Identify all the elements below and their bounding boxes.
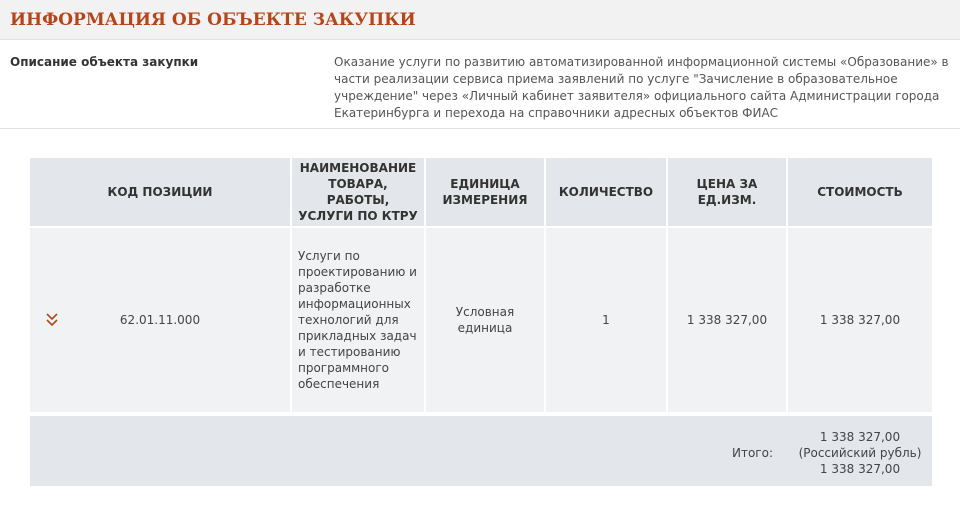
items-table [30, 158, 932, 412]
column-header-name: НАИМЕНОВАНИЕ ТОВАРА, РАБОТЫ, УСЛУГИ ПО КТРУ [292, 158, 426, 226]
cell-code [30, 226, 292, 412]
column-header-quantity: КОЛИЧЕСТВО [546, 158, 668, 226]
total-amount: 1 338 327,00 [819, 430, 901, 444]
chevrons-down-icon[interactable] [44, 311, 60, 329]
cell-cost: 1 338 327,00 [788, 226, 932, 412]
description-value: Оказание услуги по развитию автоматизированной информационной системы «Образование» в части реализации сервиса приема заявлений по услуге "Зачисление в образовательное учреждение" через «Личный кабинет заявителя» официального сайта Администрации города Екатеринбурга и перехода на справочники адресных объектов ФИАС [334, 55, 949, 120]
cell-price: 1 338 327,00 [668, 226, 788, 412]
cell-quantity: 1 [546, 226, 668, 412]
cell-unit: Условная единица [426, 226, 546, 412]
total-values [790, 429, 930, 477]
cell-name: Услуги по проектированию и разработке информационных технологий для прикладных задач и тестированию программного обеспечения [292, 226, 426, 412]
total-currency: (Российский рубль) [798, 446, 922, 460]
description-row [0, 41, 960, 129]
column-header-cost: СТОИМОСТЬ [788, 158, 932, 226]
total-row [30, 416, 932, 486]
column-header-code: КОД ПОЗИЦИИ [30, 158, 292, 226]
column-header-price: ЦЕНА ЗА ЕД.ИЗМ. [668, 158, 788, 226]
description-label: Описание объекта закупки [10, 55, 199, 69]
table-header-row [30, 158, 932, 226]
total-label: Итого: [732, 446, 773, 460]
section-title: ИНФОРМАЦИЯ ОБ ОБЪЕКТЕ ЗАКУПКИ [0, 0, 960, 40]
position-code: 62.01.11.000 [119, 313, 201, 327]
column-header-unit: ЕДИНИЦА ИЗМЕРЕНИЯ [426, 158, 546, 226]
table-row [30, 226, 932, 412]
total-amount-repeat: 1 338 327,00 [819, 462, 901, 476]
